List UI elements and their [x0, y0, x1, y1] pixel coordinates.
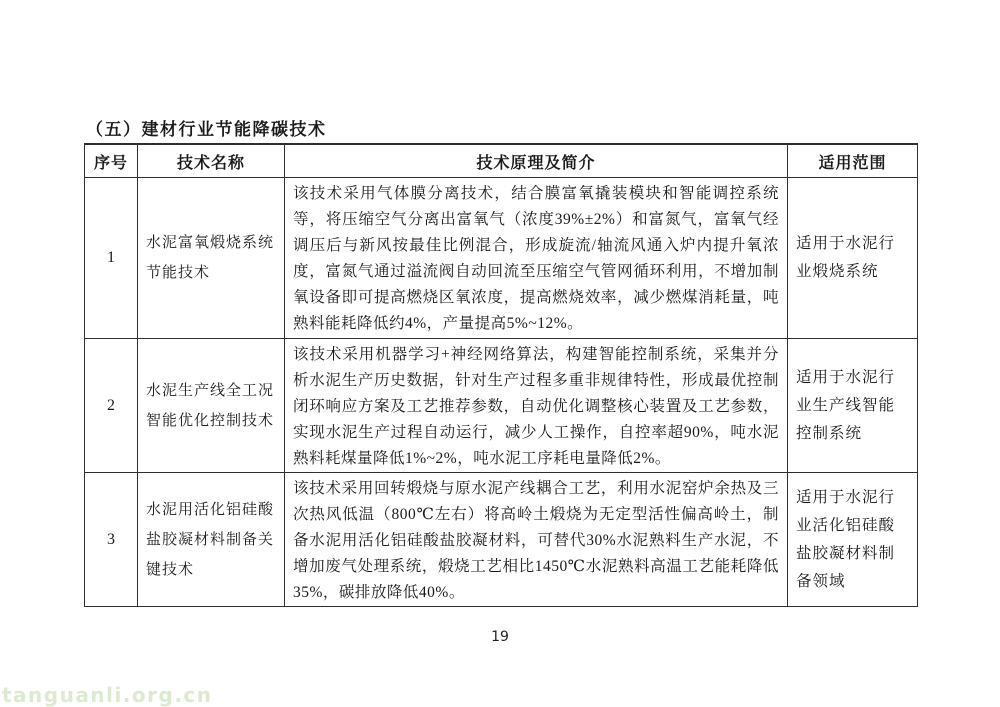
technology-description: 该技术采用气体膜分离技术，结合膜富氧撬装模块和智能调控系统等，将压缩空气分离出富氧气（浓度39%±2%）和富氮气，富氧气经调压后与新风按最佳比例混合，形成旋流/轴流风通入炉内提升氧浓度，富氮气通过溢流阀自动回流至压缩空气管网循环利用，不增加制氧设备即可提高燃烧区氧浓度，提高燃烧效率，减少燃煤消耗量，吨熟料能耗降低约4%，产量提高5%~12%。: [285, 178, 788, 339]
technology-scope: 适用于水泥行业生产线智能控制系统: [788, 339, 918, 473]
technology-name: 水泥富氧煅烧系统节能技术: [138, 178, 285, 339]
column-header-no: 序号: [85, 144, 138, 178]
technology-description: 该技术采用回转煅烧与原水泥产线耦合工艺，利用水泥窑炉余热及三次热风低温（800℃左右）将高岭土煅烧为无定型活性偏高岭土，制备水泥用活化铝硅酸盐胶凝材料，可替代30%水泥熟料生产水泥，不增加废气处理系统，煅烧工艺相比1450℃水泥熟料高温工艺能耗降低35%，碳排放降低40%。: [285, 473, 788, 607]
row-no: 2: [85, 339, 138, 473]
table-row: [85, 339, 918, 473]
technology-description: 该技术采用机器学习+神经网络算法，构建智能控制系统，采集并分析水泥生产历史数据，针对生产过程多重非规律特性，形成最优控制闭环响应方案及工艺推荐参数，自动优化调整核心装置及工艺参数，实现水泥生产过程自动运行，减少人工操作，自控率超90%，吨水泥熟料耗煤量降低1%~2%，吨水泥工序耗电量降低2%。: [285, 339, 788, 473]
technology-scope: 适用于水泥行业活化铝硅酸盐胶凝材料制备领域: [788, 473, 918, 607]
column-header-scope: 适用范围: [788, 144, 918, 178]
table-header-row: [85, 144, 918, 178]
table-row: [85, 178, 918, 339]
column-header-description: 技术原理及简介: [285, 144, 788, 178]
row-no: 1: [85, 178, 138, 339]
row-no: 3: [85, 473, 138, 607]
page-number: 19: [491, 629, 509, 645]
section-title: （五）建材行业节能降碳技术: [86, 120, 327, 139]
technology-table: [84, 143, 918, 607]
watermark-text: tanguanli.org.cn: [2, 683, 213, 707]
column-header-name: 技术名称: [138, 144, 285, 178]
technology-scope: 适用于水泥行业煅烧系统: [788, 178, 918, 339]
technology-name: 水泥生产线全工况智能优化控制技术: [138, 339, 285, 473]
technology-name: 水泥用活化铝硅酸盐胶凝材料制备关键技术: [138, 473, 285, 607]
table-row: [85, 473, 918, 607]
